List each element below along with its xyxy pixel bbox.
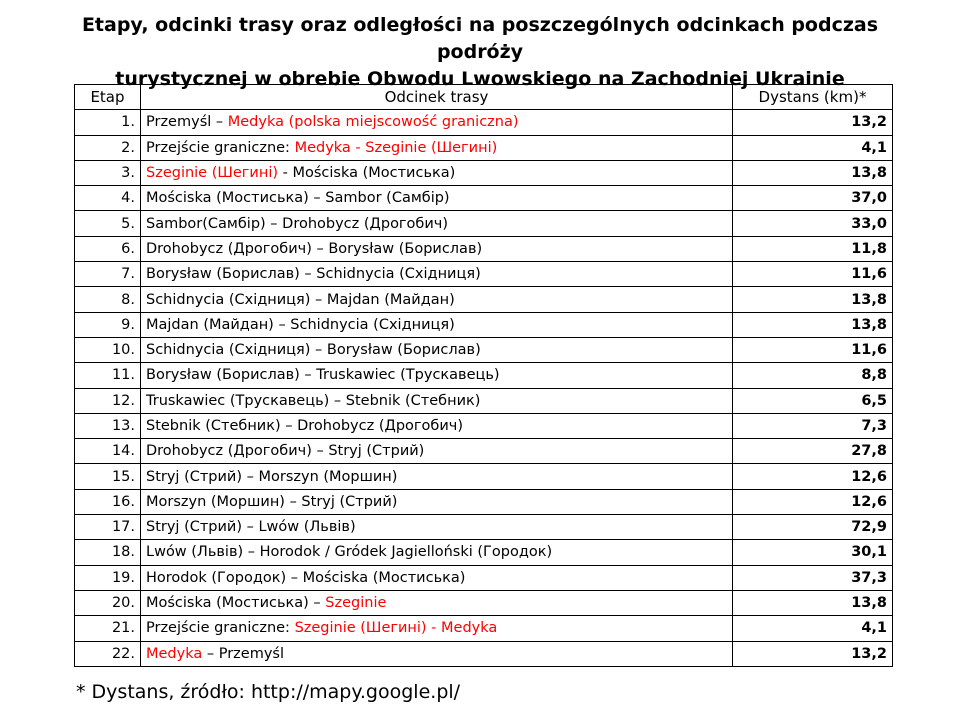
title-line-2: turystycznej w obrebie Obwodu Lwowskiego na Zachodniej Ukrainie xyxy=(115,68,845,90)
route-segment-highlight: Szeginie (Шегині) xyxy=(146,165,279,182)
etap-cell: 1. xyxy=(75,110,141,135)
route-cell xyxy=(141,565,733,590)
etap-cell: 15. xyxy=(75,464,141,489)
etap-cell: 20. xyxy=(75,590,141,615)
header-etap: Etap xyxy=(75,85,141,110)
route-cell xyxy=(141,388,733,413)
route-segment: Mościska (Мостиська) – Sambor (Самбір) xyxy=(146,190,450,207)
table-row xyxy=(75,515,893,540)
route-segment: Majdan (Майдан) – Schidnycia (Східниця) xyxy=(146,316,455,333)
route-segment: Sambor(Самбір) – Drohobycz (Дрогобич) xyxy=(146,215,449,232)
table-row xyxy=(75,312,893,337)
etap-cell: 13. xyxy=(75,413,141,438)
etap-cell: 19. xyxy=(75,565,141,590)
distance-cell: 11,8 xyxy=(733,236,893,261)
table-row xyxy=(75,565,893,590)
table-row xyxy=(75,641,893,666)
route-cell xyxy=(141,236,733,261)
etap-cell: 3. xyxy=(75,160,141,185)
route-segment: Borysław (Борислав) – Schidnycia (Східниця) xyxy=(146,266,481,283)
header-distance: Dystans (km)* xyxy=(733,85,893,110)
route-segment: Stryj (Стрий) – Morszyn (Моршин) xyxy=(146,468,398,485)
route-cell xyxy=(141,160,733,185)
route-segment: – Przemyśl xyxy=(202,645,284,662)
distance-cell: 12,6 xyxy=(733,464,893,489)
route-segment-highlight: Szeginie (Шегині) - Medyka xyxy=(294,620,498,637)
route-cell xyxy=(141,540,733,565)
route-cell xyxy=(141,616,733,641)
distance-cell: 11,6 xyxy=(733,262,893,287)
route-segment-highlight: Medyka (polska miejscowość graniczna) xyxy=(227,114,519,131)
etap-cell: 2. xyxy=(75,135,141,160)
route-cell xyxy=(141,135,733,160)
table-row xyxy=(75,413,893,438)
table-row xyxy=(75,160,893,185)
etap-cell: 11. xyxy=(75,363,141,388)
distance-cell: 13,2 xyxy=(733,110,893,135)
distance-cell: 6,5 xyxy=(733,388,893,413)
etap-cell: 14. xyxy=(75,439,141,464)
table-row xyxy=(75,236,893,261)
etap-cell: 22. xyxy=(75,641,141,666)
route-segment: - Mościska (Мостиська) xyxy=(278,165,456,182)
route-segment: Schidnycia (Східниця) – Majdan (Майдан) xyxy=(146,291,455,308)
etap-cell: 9. xyxy=(75,312,141,337)
route-cell xyxy=(141,337,733,362)
route-cell xyxy=(141,186,733,211)
distance-cell: 33,0 xyxy=(733,211,893,236)
etap-cell: 12. xyxy=(75,388,141,413)
route-segment: Borysław (Борислав) – Truskawiec (Трускавець) xyxy=(146,367,500,384)
table-body xyxy=(75,110,893,667)
route-cell xyxy=(141,515,733,540)
distance-cell: 30,1 xyxy=(733,540,893,565)
route-segment: Drohobycz (Дрогобич) – Borysław (Борислав) xyxy=(146,240,483,257)
distance-cell: 13,8 xyxy=(733,590,893,615)
etap-cell: 5. xyxy=(75,211,141,236)
route-cell xyxy=(141,110,733,135)
etap-cell: 8. xyxy=(75,287,141,312)
table-row xyxy=(75,540,893,565)
route-segment: Mościska (Мостиська) – xyxy=(146,595,326,612)
distance-cell: 7,3 xyxy=(733,413,893,438)
distance-cell: 13,8 xyxy=(733,160,893,185)
route-segment: Stebnik (Стебник) – Drohobycz (Дрогобич) xyxy=(146,418,463,434)
etap-cell: 7. xyxy=(75,262,141,287)
distance-cell: 12,6 xyxy=(733,489,893,514)
route-segment-highlight: Medyka xyxy=(146,645,203,662)
footnote: * Dystans, źródło: http://mapy.google.pl/ xyxy=(76,681,461,703)
route-segment: Drohobycz (Дрогобич) – Stryj (Стрий) xyxy=(146,443,425,460)
route-segment: Schidnycia (Східниця) – Borysław (Борислав) xyxy=(146,342,481,359)
distance-cell: 4,1 xyxy=(733,135,893,160)
route-cell xyxy=(141,287,733,312)
route-cell xyxy=(141,413,733,438)
table-row xyxy=(75,287,893,312)
etap-cell: 6. xyxy=(75,236,141,261)
distance-cell: 11,6 xyxy=(733,337,893,362)
etap-cell: 10. xyxy=(75,337,141,362)
distance-cell: 13,8 xyxy=(733,312,893,337)
table-row xyxy=(75,186,893,211)
route-cell xyxy=(141,489,733,514)
route-segment: Przejście graniczne: xyxy=(146,620,295,637)
etap-cell: 17. xyxy=(75,515,141,540)
header-route: Odcinek trasy xyxy=(141,85,733,110)
table-row xyxy=(75,388,893,413)
etap-cell: 16. xyxy=(75,489,141,514)
distance-cell: 37,0 xyxy=(733,186,893,211)
route-table xyxy=(74,84,893,667)
route-cell xyxy=(141,211,733,236)
route-cell xyxy=(141,312,733,337)
distance-cell: 4,1 xyxy=(733,616,893,641)
distance-cell: 13,8 xyxy=(733,287,893,312)
page-title xyxy=(60,12,900,93)
route-segment: Przemyśl – xyxy=(146,114,228,131)
etap-cell: 18. xyxy=(75,540,141,565)
table-row xyxy=(75,135,893,160)
title-line-1: Etapy, odcinki trasy oraz odległości na poszczególnych odcinkach podczas podróży xyxy=(81,14,879,63)
route-segment-highlight: Szeginie xyxy=(325,595,387,612)
etap-cell: 21. xyxy=(75,616,141,641)
table-row xyxy=(75,489,893,514)
route-cell xyxy=(141,590,733,615)
table-row xyxy=(75,110,893,135)
distance-cell: 8,8 xyxy=(733,363,893,388)
route-cell xyxy=(141,464,733,489)
table-row xyxy=(75,337,893,362)
table-row xyxy=(75,590,893,615)
route-cell xyxy=(141,262,733,287)
route-cell xyxy=(141,641,733,666)
etap-cell: 4. xyxy=(75,186,141,211)
distance-cell: 37,3 xyxy=(733,565,893,590)
distance-cell: 13,2 xyxy=(733,641,893,666)
route-segment: Morszyn (Моршин) – Stryj (Стрий) xyxy=(146,493,398,510)
table-row xyxy=(75,616,893,641)
route-segment: Truskawiec (Трускавець) – Stebnik (Стебник) xyxy=(146,392,481,409)
route-segment-highlight: Medyka - Szeginie (Шегині) xyxy=(294,139,498,156)
route-segment: Stryj (Стрий) – Lwów (Львів) xyxy=(146,519,356,536)
distance-cell: 72,9 xyxy=(733,515,893,540)
route-cell xyxy=(141,439,733,464)
distance-cell: 27,8 xyxy=(733,439,893,464)
table-row xyxy=(75,363,893,388)
table-header-row xyxy=(75,85,893,110)
route-segment: Przejście graniczne: xyxy=(146,139,295,156)
table-row xyxy=(75,211,893,236)
table-row xyxy=(75,439,893,464)
route-cell xyxy=(141,363,733,388)
table-row xyxy=(75,464,893,489)
route-segment: Lwów (Львів) – Horodok / Gródek Jagielloński (Городок) xyxy=(146,544,553,561)
table-row xyxy=(75,262,893,287)
route-segment: Horodok (Городок) – Mościska (Мостиська) xyxy=(146,569,466,586)
